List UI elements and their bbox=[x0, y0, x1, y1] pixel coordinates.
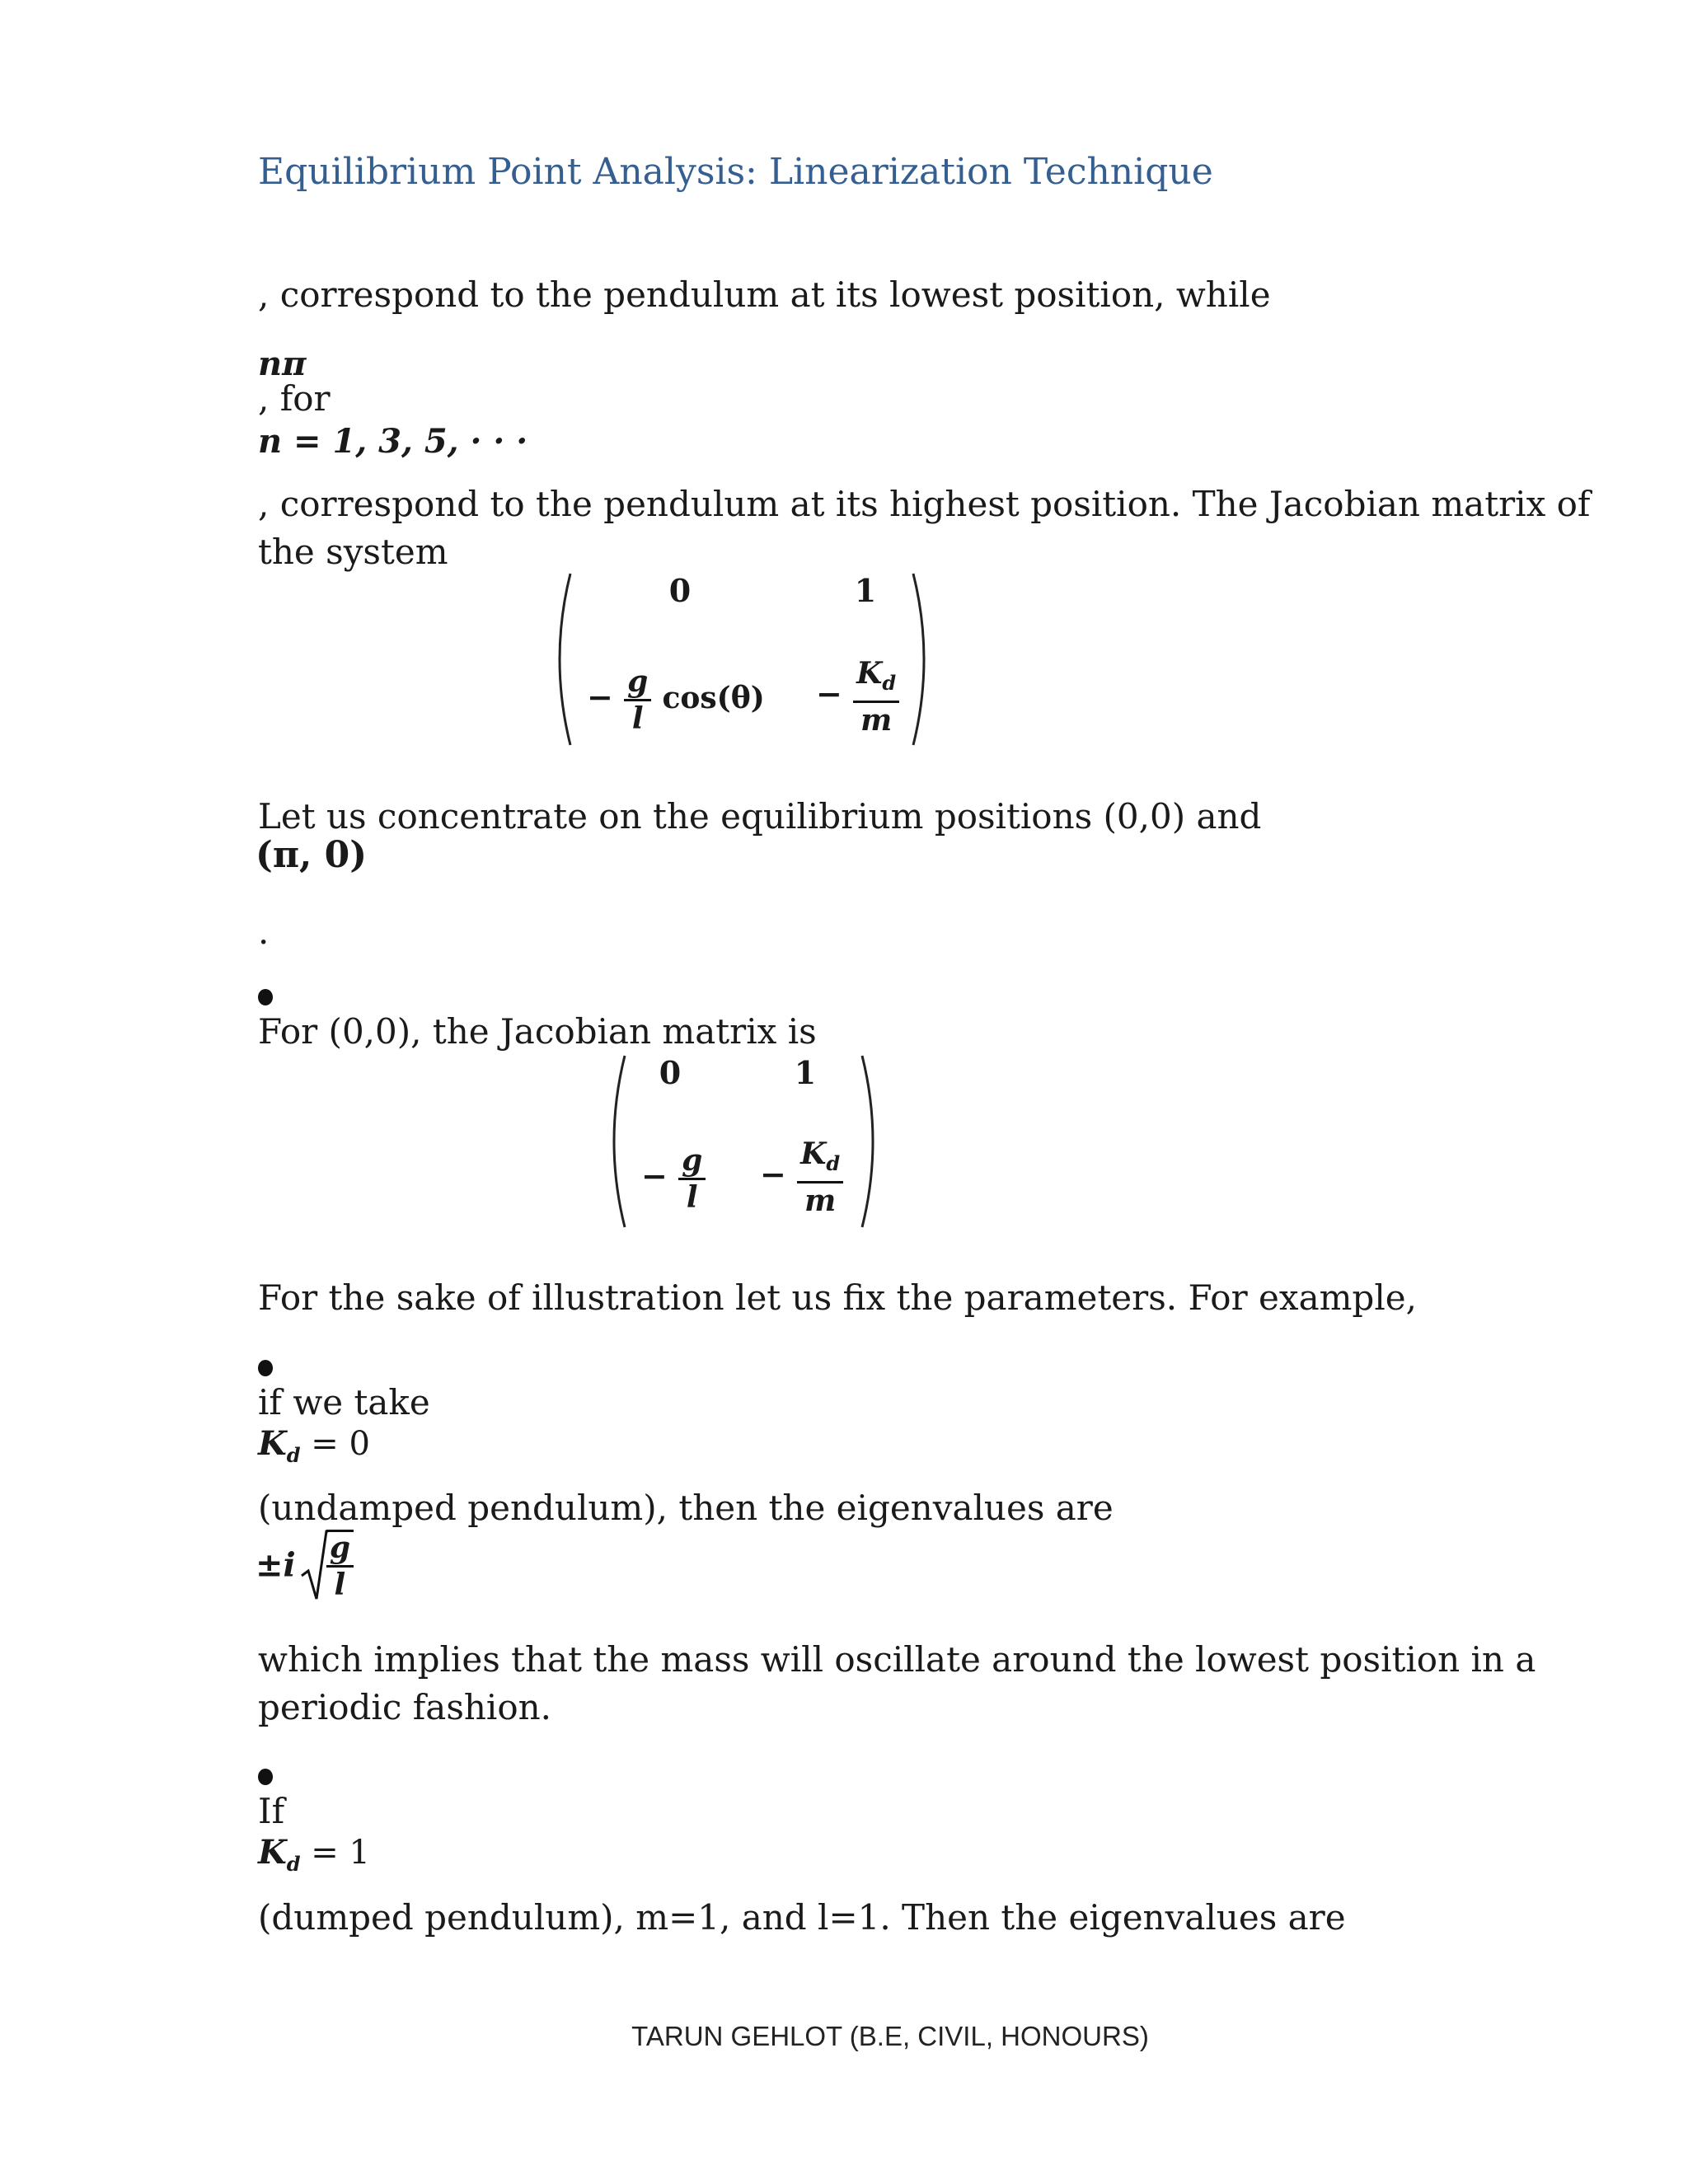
subscript: d bbox=[286, 1852, 301, 1876]
numerator: K bbox=[800, 1137, 827, 1171]
denominator: m bbox=[860, 703, 893, 738]
math-pi-zero: (π, 0) bbox=[256, 834, 368, 876]
matrix-entry-r2c2 bbox=[816, 658, 899, 736]
page-footer: TARUN GEHLOT (B.E, CIVIL, HONOURS) bbox=[631, 2021, 1149, 2051]
minus-sign: − bbox=[587, 678, 613, 715]
math-eigenvalues-undamped bbox=[256, 1528, 354, 1610]
jacobian-matrix-general bbox=[544, 569, 940, 750]
bullet-icon bbox=[258, 1769, 273, 1785]
denominator: l bbox=[631, 701, 644, 736]
paragraph-fix-parameters: For the sake of illustration let us fix the parameters. For example, bbox=[258, 1277, 1417, 1318]
subscript: d bbox=[286, 1443, 301, 1467]
matrix-entry-r1c2: 1 bbox=[794, 1054, 817, 1091]
paragraph-highest-position-2: the system bbox=[258, 532, 448, 572]
paragraph-undamped: (undamped pendulum), then the eigenvalues are bbox=[258, 1488, 1114, 1528]
k-symbol: K bbox=[258, 1833, 287, 1872]
cos-theta: cos(θ) bbox=[662, 681, 765, 715]
numerator: K bbox=[856, 656, 883, 691]
period: . bbox=[258, 912, 270, 952]
bullet-icon bbox=[258, 1360, 273, 1376]
right-paren bbox=[856, 1051, 889, 1232]
sqrt-symbol bbox=[300, 1528, 328, 1602]
numerator: g bbox=[627, 664, 649, 699]
math-n-odd-values: n = 1, 3, 5, · · · bbox=[258, 422, 528, 461]
denominator: m bbox=[804, 1183, 837, 1219]
equals-value: = 0 bbox=[300, 1425, 370, 1463]
matrix-entry-r2c1 bbox=[641, 1145, 706, 1213]
denominator: l bbox=[334, 1568, 346, 1602]
bullet-icon bbox=[258, 989, 273, 1005]
denominator: l bbox=[686, 1180, 698, 1215]
math-n-pi: nπ bbox=[258, 344, 307, 383]
fraction-kd-over-m bbox=[853, 658, 899, 736]
paragraph-lowest-position: , correspond to the pendulum at its lowest position, while bbox=[258, 274, 1271, 315]
text-for: , for bbox=[258, 378, 331, 419]
fraction-g-over-l bbox=[326, 1530, 354, 1601]
numerator: g bbox=[329, 1530, 350, 1565]
fraction-g-over-l bbox=[678, 1145, 706, 1213]
minus-sign: − bbox=[641, 1157, 668, 1194]
matrix-entry-r1c1: 0 bbox=[668, 572, 692, 609]
text-if-we-take: if we take bbox=[258, 1382, 430, 1422]
jacobian-matrix-00 bbox=[598, 1051, 887, 1232]
paragraph-oscillate-1: which implies that the mass will oscillate around the lowest position in a bbox=[258, 1639, 1536, 1680]
k-symbol: K bbox=[258, 1424, 287, 1463]
minus-sign: − bbox=[760, 1155, 786, 1193]
page-title: Equilibrium Point Analysis: Linearization Technique bbox=[258, 151, 1213, 193]
right-paren bbox=[907, 569, 940, 750]
math-kd-equals-0 bbox=[258, 1424, 370, 1467]
plus-minus-i: ±i bbox=[256, 1545, 296, 1585]
text-if: If bbox=[258, 1791, 285, 1831]
left-paren bbox=[544, 569, 577, 750]
matrix-entry-r2c1 bbox=[587, 666, 765, 734]
matrix-entry-r1c1: 0 bbox=[659, 1054, 682, 1091]
matrix-entry-r2c2 bbox=[760, 1137, 843, 1219]
numerator: g bbox=[682, 1143, 703, 1178]
paragraph-highest-position-1: , correspond to the pendulum at its highest position. The Jacobian matrix of bbox=[258, 484, 1591, 524]
matrix-entry-r1c2: 1 bbox=[854, 572, 877, 609]
subscript: d bbox=[826, 1151, 841, 1176]
subscript: d bbox=[882, 671, 897, 696]
minus-sign: − bbox=[816, 675, 842, 713]
paragraph-equilibrium-positions: Let us concentrate on the equilibrium positions (0,0) and bbox=[258, 796, 1262, 837]
fraction-kd-over-m bbox=[797, 1137, 843, 1219]
equals-value: = 1 bbox=[300, 1834, 370, 1872]
math-kd-equals-1 bbox=[258, 1833, 370, 1876]
paragraph-jacobian-00: For (0,0), the Jacobian matrix is bbox=[258, 1011, 817, 1052]
paragraph-oscillate-2: periodic fashion. bbox=[258, 1687, 552, 1727]
paragraph-dumped: (dumped pendulum), m=1, and l=1. Then the eigenvalues are bbox=[258, 1897, 1346, 1938]
fraction-g-over-l bbox=[624, 666, 651, 734]
left-paren bbox=[598, 1051, 631, 1232]
